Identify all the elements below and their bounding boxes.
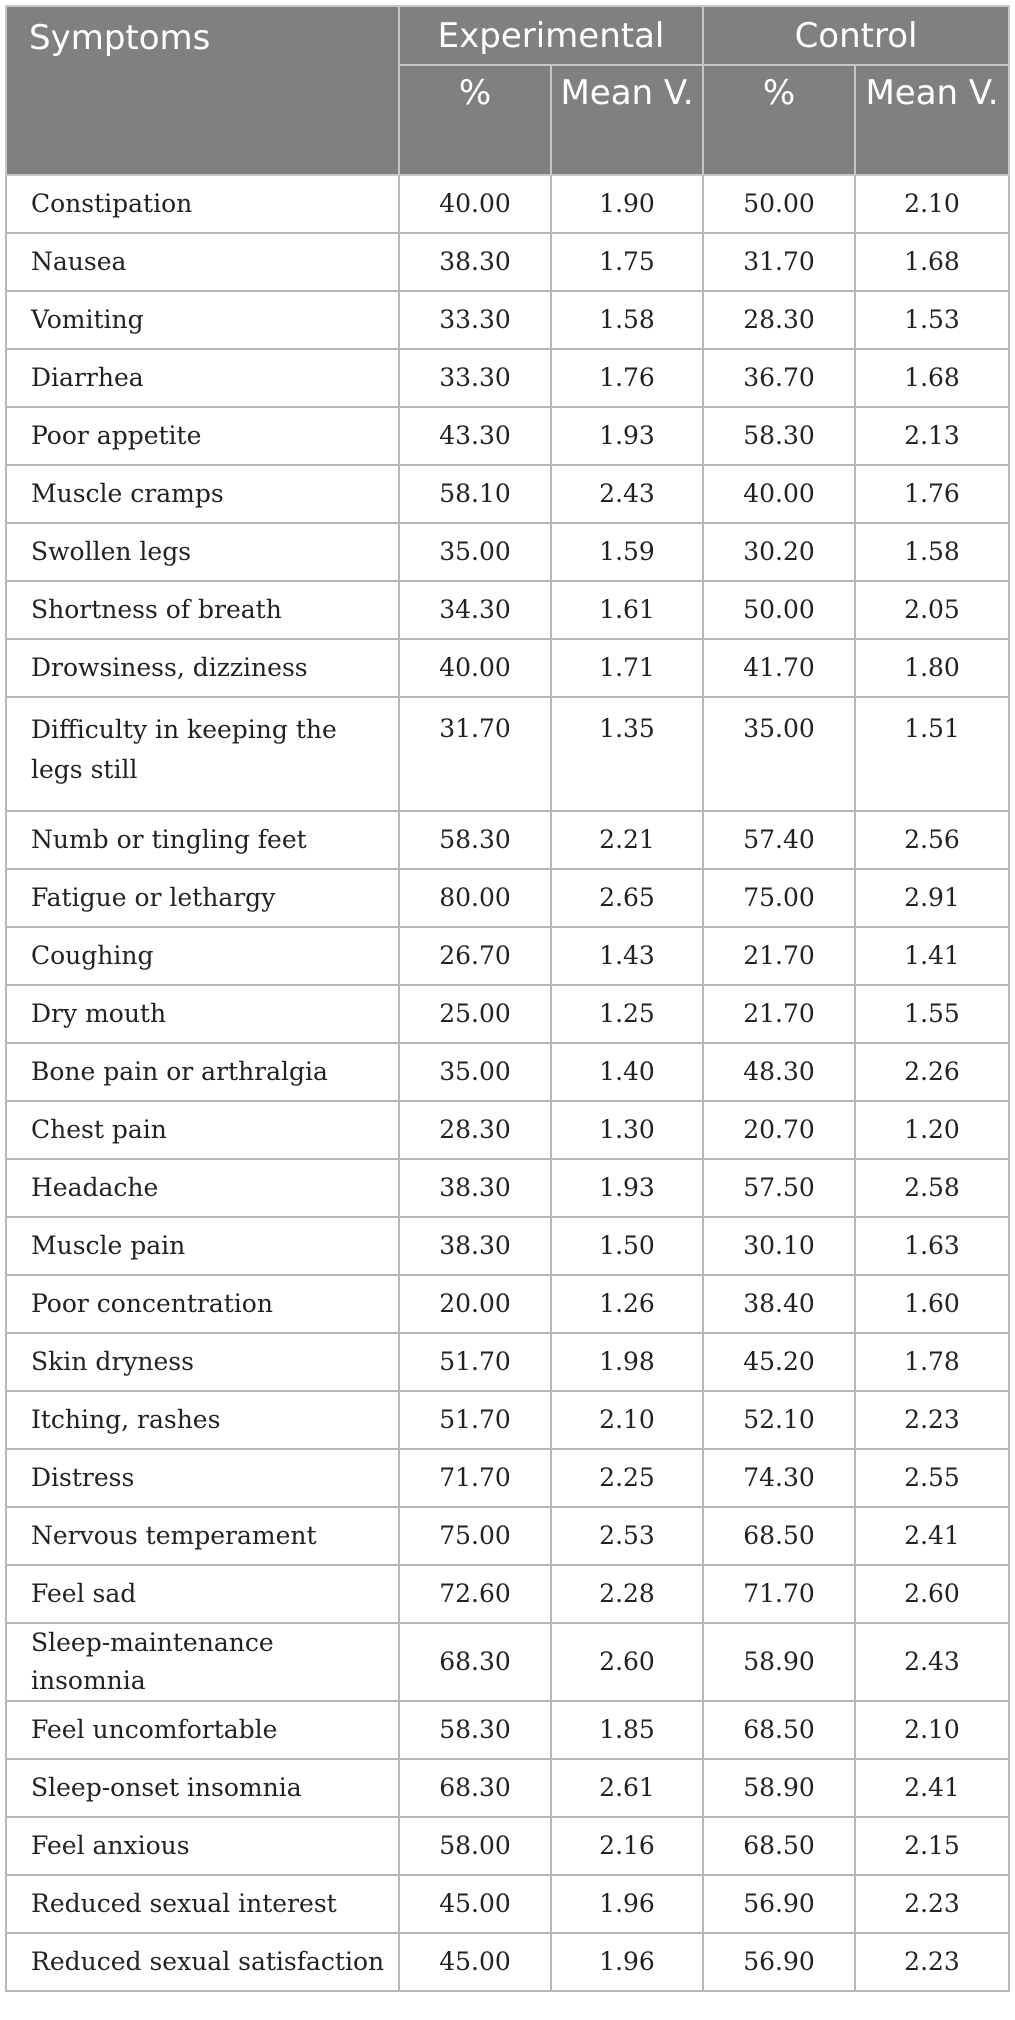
ctrl-mean-cell: 1.80 [855, 639, 1009, 697]
exp-mean-cell: 1.90 [551, 175, 703, 233]
table-row [6, 869, 1009, 927]
symptom-cell: Constipation [6, 175, 399, 233]
exp-mean-cell: 2.10 [551, 1391, 703, 1449]
exp-mean-cell: 1.59 [551, 523, 703, 581]
symptom-cell: Nervous temperament [6, 1507, 399, 1565]
ctrl-percent-cell: 74.30 [703, 1449, 855, 1507]
table-row [6, 1449, 1009, 1507]
table-row [6, 1623, 1009, 1701]
table-row [6, 175, 1009, 233]
ctrl-mean-cell: 2.55 [855, 1449, 1009, 1507]
exp-percent-cell: 51.70 [399, 1391, 551, 1449]
ctrl-mean-cell: 2.41 [855, 1507, 1009, 1565]
exp-percent-cell: 33.30 [399, 349, 551, 407]
exp-mean-cell: 1.26 [551, 1275, 703, 1333]
ctrl-percent-cell: 75.00 [703, 869, 855, 927]
table-body [6, 175, 1009, 1991]
ctrl-percent-cell: 30.20 [703, 523, 855, 581]
ctrl-mean-cell: 1.60 [855, 1275, 1009, 1333]
exp-percent-cell: 40.00 [399, 639, 551, 697]
ctrl-percent-cell: 57.40 [703, 811, 855, 869]
table-row [6, 1933, 1009, 1991]
ctrl-mean-cell: 1.58 [855, 523, 1009, 581]
ctrl-percent-cell: 41.70 [703, 639, 855, 697]
exp-mean-cell: 2.28 [551, 1565, 703, 1623]
ctrl-mean-cell: 1.41 [855, 927, 1009, 985]
ctrl-mean-cell: 2.43 [855, 1623, 1009, 1701]
exp-mean-cell: 1.50 [551, 1217, 703, 1275]
symptom-cell: Difficulty in keeping the legs still [6, 697, 399, 811]
exp-mean-cell: 1.76 [551, 349, 703, 407]
table-row [6, 1275, 1009, 1333]
symptom-cell: Bone pain or arthralgia [6, 1043, 399, 1101]
table-row [6, 639, 1009, 697]
ctrl-percent-cell: 28.30 [703, 291, 855, 349]
table-row [6, 697, 1009, 811]
table-row [6, 985, 1009, 1043]
exp-percent-cell: 40.00 [399, 175, 551, 233]
table-row [6, 291, 1009, 349]
ctrl-mean-cell: 1.78 [855, 1333, 1009, 1391]
table-row [6, 1817, 1009, 1875]
header-exp-percent: % [399, 65, 551, 175]
ctrl-mean-cell: 2.15 [855, 1817, 1009, 1875]
symptom-cell: Sleep-maintenance insomnia [6, 1623, 399, 1701]
ctrl-mean-cell: 1.20 [855, 1101, 1009, 1159]
ctrl-percent-cell: 57.50 [703, 1159, 855, 1217]
exp-percent-cell: 58.30 [399, 811, 551, 869]
ctrl-mean-cell: 1.68 [855, 233, 1009, 291]
ctrl-mean-cell: 2.58 [855, 1159, 1009, 1217]
ctrl-mean-cell: 2.41 [855, 1759, 1009, 1817]
ctrl-mean-cell: 2.91 [855, 869, 1009, 927]
exp-mean-cell: 2.61 [551, 1759, 703, 1817]
exp-mean-cell: 2.53 [551, 1507, 703, 1565]
exp-mean-cell: 1.61 [551, 581, 703, 639]
symptom-cell: Poor appetite [6, 407, 399, 465]
symptom-cell: Diarrhea [6, 349, 399, 407]
exp-mean-cell: 1.25 [551, 985, 703, 1043]
ctrl-percent-cell: 50.00 [703, 581, 855, 639]
ctrl-percent-cell: 20.70 [703, 1101, 855, 1159]
ctrl-mean-cell: 2.26 [855, 1043, 1009, 1101]
ctrl-mean-cell: 1.76 [855, 465, 1009, 523]
ctrl-mean-cell: 2.56 [855, 811, 1009, 869]
exp-percent-cell: 31.70 [399, 697, 551, 811]
exp-percent-cell: 38.30 [399, 233, 551, 291]
table-row [6, 927, 1009, 985]
exp-percent-cell: 25.00 [399, 985, 551, 1043]
ctrl-percent-cell: 58.90 [703, 1759, 855, 1817]
exp-mean-cell: 2.65 [551, 869, 703, 927]
symptom-cell: Nausea [6, 233, 399, 291]
ctrl-percent-cell: 40.00 [703, 465, 855, 523]
exp-mean-cell: 2.21 [551, 811, 703, 869]
symptom-cell: Numb or tingling feet [6, 811, 399, 869]
symptom-cell: Reduced sexual interest [6, 1875, 399, 1933]
exp-mean-cell: 1.93 [551, 407, 703, 465]
ctrl-percent-cell: 21.70 [703, 985, 855, 1043]
exp-percent-cell: 68.30 [399, 1623, 551, 1701]
symptom-cell: Skin dryness [6, 1333, 399, 1391]
ctrl-mean-cell: 1.53 [855, 291, 1009, 349]
ctrl-percent-cell: 31.70 [703, 233, 855, 291]
ctrl-percent-cell: 21.70 [703, 927, 855, 985]
header-exp-mean: Mean V. [551, 65, 703, 175]
ctrl-mean-cell: 1.63 [855, 1217, 1009, 1275]
ctrl-mean-cell: 2.10 [855, 1701, 1009, 1759]
symptom-cell: Feel anxious [6, 1817, 399, 1875]
symptom-cell: Chest pain [6, 1101, 399, 1159]
exp-percent-cell: 35.00 [399, 523, 551, 581]
ctrl-percent-cell: 48.30 [703, 1043, 855, 1101]
ctrl-mean-cell: 2.13 [855, 407, 1009, 465]
exp-percent-cell: 38.30 [399, 1217, 551, 1275]
table-row [6, 523, 1009, 581]
ctrl-percent-cell: 68.50 [703, 1701, 855, 1759]
header-control: Control [703, 6, 1009, 65]
symptom-cell: Feel uncomfortable [6, 1701, 399, 1759]
symptom-cell: Headache [6, 1159, 399, 1217]
table-row [6, 465, 1009, 523]
exp-mean-cell: 2.43 [551, 465, 703, 523]
exp-percent-cell: 34.30 [399, 581, 551, 639]
table-row [6, 1391, 1009, 1449]
table-row [6, 581, 1009, 639]
table-row [6, 1333, 1009, 1391]
symptoms-table [5, 5, 1010, 1992]
symptom-cell: Shortness of breath [6, 581, 399, 639]
exp-mean-cell: 1.30 [551, 1101, 703, 1159]
table-row [6, 1507, 1009, 1565]
ctrl-percent-cell: 30.10 [703, 1217, 855, 1275]
ctrl-mean-cell: 1.55 [855, 985, 1009, 1043]
ctrl-mean-cell: 2.23 [855, 1933, 1009, 1991]
exp-mean-cell: 1.58 [551, 291, 703, 349]
ctrl-percent-cell: 68.50 [703, 1507, 855, 1565]
ctrl-percent-cell: 56.90 [703, 1933, 855, 1991]
exp-percent-cell: 71.70 [399, 1449, 551, 1507]
header-symptoms: Symptoms [6, 6, 399, 175]
table-row [6, 233, 1009, 291]
exp-percent-cell: 33.30 [399, 291, 551, 349]
ctrl-mean-cell: 2.05 [855, 581, 1009, 639]
symptom-cell: Drowsiness, dizziness [6, 639, 399, 697]
exp-percent-cell: 20.00 [399, 1275, 551, 1333]
ctrl-mean-cell: 2.60 [855, 1565, 1009, 1623]
ctrl-percent-cell: 58.90 [703, 1623, 855, 1701]
table-row [6, 407, 1009, 465]
exp-percent-cell: 58.10 [399, 465, 551, 523]
symptom-cell: Itching, rashes [6, 1391, 399, 1449]
header-ctrl-percent: % [703, 65, 855, 175]
ctrl-percent-cell: 38.40 [703, 1275, 855, 1333]
table-row [6, 1875, 1009, 1933]
table-row [6, 1565, 1009, 1623]
symptom-cell: Vomiting [6, 291, 399, 349]
symptom-cell: Poor concentration [6, 1275, 399, 1333]
symptom-cell: Feel sad [6, 1565, 399, 1623]
symptom-cell: Swollen legs [6, 523, 399, 581]
exp-percent-cell: 68.30 [399, 1759, 551, 1817]
symptom-cell: Coughing [6, 927, 399, 985]
exp-percent-cell: 43.30 [399, 407, 551, 465]
exp-percent-cell: 45.00 [399, 1933, 551, 1991]
exp-mean-cell: 2.25 [551, 1449, 703, 1507]
exp-percent-cell: 35.00 [399, 1043, 551, 1101]
exp-percent-cell: 58.00 [399, 1817, 551, 1875]
exp-percent-cell: 28.30 [399, 1101, 551, 1159]
exp-percent-cell: 80.00 [399, 869, 551, 927]
ctrl-percent-cell: 68.50 [703, 1817, 855, 1875]
ctrl-percent-cell: 45.20 [703, 1333, 855, 1391]
exp-percent-cell: 26.70 [399, 927, 551, 985]
ctrl-mean-cell: 2.23 [855, 1391, 1009, 1449]
exp-percent-cell: 45.00 [399, 1875, 551, 1933]
symptom-cell: Fatigue or lethargy [6, 869, 399, 927]
table-row [6, 811, 1009, 869]
ctrl-percent-cell: 56.90 [703, 1875, 855, 1933]
exp-mean-cell: 1.35 [551, 697, 703, 811]
table-row [6, 349, 1009, 407]
symptom-cell: Sleep-onset insomnia [6, 1759, 399, 1817]
symptom-cell: Distress [6, 1449, 399, 1507]
table-row [6, 1759, 1009, 1817]
symptom-cell: Reduced sexual satisfaction [6, 1933, 399, 1991]
exp-mean-cell: 1.96 [551, 1933, 703, 1991]
symptom-cell: Dry mouth [6, 985, 399, 1043]
exp-percent-cell: 72.60 [399, 1565, 551, 1623]
exp-mean-cell: 1.71 [551, 639, 703, 697]
ctrl-mean-cell: 1.68 [855, 349, 1009, 407]
ctrl-percent-cell: 50.00 [703, 175, 855, 233]
exp-percent-cell: 38.30 [399, 1159, 551, 1217]
exp-mean-cell: 2.60 [551, 1623, 703, 1701]
table-row [6, 1043, 1009, 1101]
exp-mean-cell: 1.75 [551, 233, 703, 291]
exp-mean-cell: 1.93 [551, 1159, 703, 1217]
exp-mean-cell: 1.85 [551, 1701, 703, 1759]
exp-mean-cell: 1.40 [551, 1043, 703, 1101]
exp-percent-cell: 51.70 [399, 1333, 551, 1391]
exp-mean-cell: 1.43 [551, 927, 703, 985]
ctrl-percent-cell: 58.30 [703, 407, 855, 465]
exp-percent-cell: 58.30 [399, 1701, 551, 1759]
symptom-cell: Muscle cramps [6, 465, 399, 523]
ctrl-percent-cell: 35.00 [703, 697, 855, 811]
exp-mean-cell: 1.96 [551, 1875, 703, 1933]
table-row [6, 1159, 1009, 1217]
ctrl-mean-cell: 2.10 [855, 175, 1009, 233]
ctrl-mean-cell: 2.23 [855, 1875, 1009, 1933]
exp-mean-cell: 2.16 [551, 1817, 703, 1875]
table-row [6, 1217, 1009, 1275]
exp-percent-cell: 75.00 [399, 1507, 551, 1565]
table-row [6, 1701, 1009, 1759]
ctrl-percent-cell: 52.10 [703, 1391, 855, 1449]
exp-mean-cell: 1.98 [551, 1333, 703, 1391]
ctrl-percent-cell: 36.70 [703, 349, 855, 407]
header-ctrl-mean: Mean V. [855, 65, 1009, 175]
symptom-cell: Muscle pain [6, 1217, 399, 1275]
ctrl-percent-cell: 71.70 [703, 1565, 855, 1623]
table-row [6, 1101, 1009, 1159]
ctrl-mean-cell: 1.51 [855, 697, 1009, 811]
header-experimental: Experimental [399, 6, 703, 65]
